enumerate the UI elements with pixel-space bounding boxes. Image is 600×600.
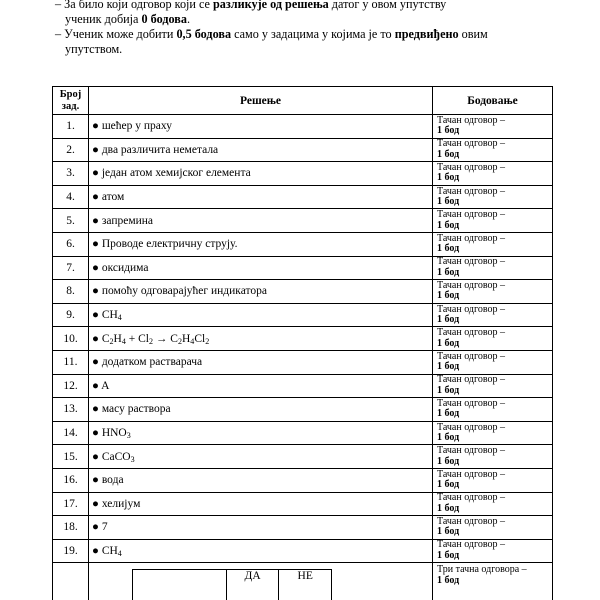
solution-cell: [89, 539, 433, 563]
formula-part: ● CH: [92, 544, 118, 557]
table-row: [53, 232, 553, 256]
answer-table: [52, 86, 553, 600]
table-row: [53, 374, 553, 398]
table-row: [53, 468, 553, 492]
solution-cell: ● масу раствора: [89, 398, 433, 422]
task-number: 18.: [53, 516, 89, 540]
text: датог у овом упутству: [328, 0, 447, 11]
table-row: [53, 327, 553, 351]
text: овим: [458, 27, 488, 41]
table-row: [53, 516, 553, 540]
solution-cell: ● два различита неметала: [89, 138, 433, 162]
score-cell: [433, 445, 553, 469]
score-label: Тачан одговор –: [437, 138, 506, 150]
task-number: 19.: [53, 539, 89, 563]
solution-cell: [89, 445, 433, 469]
task-number: 16.: [53, 468, 89, 492]
subscript: 4: [121, 336, 126, 346]
task-number: 7.: [53, 256, 89, 280]
table-row: [53, 303, 553, 327]
score-cell: [433, 280, 553, 304]
score-label: Тачан одговор –: [437, 468, 506, 480]
subscript: 4: [117, 313, 122, 323]
solution-cell: ● један атом хемијског елемента: [89, 162, 433, 186]
subscript: 3: [126, 431, 131, 441]
score-label: Тачан одговор –: [437, 279, 506, 291]
score-points: 1 бод: [437, 243, 460, 255]
score-points: 1 бод: [437, 337, 460, 349]
text: – Ученик може добити: [55, 27, 177, 41]
score-points: 1 бод: [437, 148, 460, 160]
instruction-line-2: [55, 12, 555, 27]
score-cell: [433, 374, 553, 398]
score-cell: [433, 327, 553, 351]
header-number: [53, 87, 89, 115]
score-label: Тачан одговор –: [437, 209, 506, 221]
table-row: [53, 492, 553, 516]
score-label: Тачан одговор –: [437, 327, 506, 339]
formula-part: H: [181, 332, 191, 345]
score-cell: [433, 516, 553, 540]
score-points: 1 бод: [437, 408, 460, 420]
score-label: Тачан одговор –: [437, 397, 506, 409]
solution-cell: ● помоћу одговарајућег индикатора: [89, 280, 433, 304]
formula-part: ● C: [92, 332, 110, 345]
task-number: 9.: [53, 303, 89, 327]
table-row: [53, 256, 553, 280]
score-label: Тачан одговор –: [437, 445, 506, 457]
emphasis: 0 бодова: [141, 12, 187, 26]
table-row: [53, 162, 553, 186]
subscript: 2: [109, 336, 114, 346]
score-points: 1 бод: [437, 574, 460, 586]
score-cell: [433, 350, 553, 374]
solution-cell: ● вода: [89, 468, 433, 492]
score-points: 1 бод: [437, 549, 460, 561]
solution-cell: [89, 421, 433, 445]
instruction-line-3: [55, 27, 555, 42]
solution-cell: ● оксидима: [89, 256, 433, 280]
score-points: 1 бод: [437, 290, 460, 302]
score-cell: [433, 209, 553, 233]
solution-cell: ● шећер у праху: [89, 115, 433, 139]
task-number: 17.: [53, 492, 89, 516]
solution-cell: [89, 303, 433, 327]
score-cell: [433, 232, 553, 256]
statement-header: [133, 570, 227, 600]
score-label: Тачан одговор –: [437, 256, 506, 268]
task-number: 10.: [53, 327, 89, 351]
formula-part: ● HNO: [92, 427, 127, 440]
task-number: 6.: [53, 232, 89, 256]
score-points: 1 бод: [437, 384, 460, 396]
score-points: 1 бод: [437, 196, 460, 208]
table-body: [53, 115, 553, 600]
score-cell: [433, 468, 553, 492]
score-points: 1 бод: [437, 479, 460, 491]
score-label: Тачан одговор –: [437, 374, 506, 386]
no-header: НЕ: [279, 570, 332, 600]
table-row: [53, 563, 553, 600]
score-cell: [433, 563, 553, 600]
instruction-line-4: упутством.: [65, 42, 123, 56]
score-cell: [433, 303, 553, 327]
yes-header: ДА: [226, 570, 279, 600]
score-points: 1 бод: [437, 526, 460, 538]
header-scoring: Бодовање: [433, 87, 553, 115]
instructions: [55, 0, 555, 57]
solution-cell: ● 7: [89, 516, 433, 540]
formula-part: Cl: [194, 332, 206, 345]
table-row: [53, 209, 553, 233]
task-number: 14.: [53, 421, 89, 445]
score-label: Тачан одговор –: [437, 161, 506, 173]
table-row: [53, 138, 553, 162]
table-row: [53, 421, 553, 445]
score-cell: [433, 115, 553, 139]
score-cell: [433, 256, 553, 280]
score-cell: [433, 539, 553, 563]
subscript: 4: [117, 548, 122, 558]
header-solution: Решење: [89, 87, 433, 115]
formula-part: + Cl: [125, 332, 149, 345]
score-cell: [433, 492, 553, 516]
score-cell: [433, 138, 553, 162]
task-number: 3.: [53, 162, 89, 186]
score-label: Три тачна одговора –: [437, 564, 527, 576]
solution-cell: [89, 563, 433, 600]
task-number: 8.: [53, 280, 89, 304]
formula-part: → C: [153, 332, 178, 345]
task-number: 2.: [53, 138, 89, 162]
subscript: 4: [190, 336, 195, 346]
subscript: 2: [177, 336, 182, 346]
formula-part: ● CaCO: [92, 450, 131, 463]
yes-no-header-row: [133, 570, 332, 600]
task-number: 1.: [53, 115, 89, 139]
task-number: 15.: [53, 445, 89, 469]
score-label: Тачан одговор –: [437, 515, 506, 527]
solution-cell: ● додатком растварача: [89, 350, 433, 374]
score-points: 1 бод: [437, 219, 460, 231]
subscript: 3: [130, 454, 135, 464]
solution-cell: ● запремина: [89, 209, 433, 233]
table-row: [53, 445, 553, 469]
solution-cell: ● A: [89, 374, 433, 398]
score-cell: [433, 185, 553, 209]
score-label: Тачан одговор –: [437, 303, 506, 315]
score-label: Тачан одговор –: [437, 421, 506, 433]
table-row: [53, 280, 553, 304]
text: – За било који одговор који се: [55, 0, 214, 11]
score-label: Тачан одговор –: [437, 114, 506, 126]
score-cell: [433, 398, 553, 422]
score-label: Тачан одговор –: [437, 185, 506, 197]
score-label: Тачан одговор –: [437, 492, 506, 504]
emphasis: разликује од решења: [213, 0, 329, 11]
score-points: 1 бод: [437, 455, 460, 467]
table-row: [53, 398, 553, 422]
score-points: 1 бод: [437, 502, 460, 514]
table-row: [53, 115, 553, 139]
score-points: 1 бод: [437, 432, 460, 444]
header-number-line2: зад.: [61, 100, 80, 112]
text: .: [186, 12, 191, 26]
header-number-line1: Број: [59, 88, 82, 100]
score-points: 1 бод: [437, 125, 460, 137]
task-number: 12.: [53, 374, 89, 398]
formula-part: ● CH: [92, 309, 118, 322]
solution-cell: ● атом: [89, 185, 433, 209]
task-number: 4.: [53, 185, 89, 209]
instruction-line-1: [55, 0, 555, 12]
emphasis: 0,5 бодова: [176, 27, 232, 41]
table-row: [53, 185, 553, 209]
task-number: 5.: [53, 209, 89, 233]
score-label: Тачан одговор –: [437, 232, 506, 244]
emphasis: предвиђено: [394, 27, 459, 41]
subscript: 2: [205, 336, 210, 346]
score-points: 1 бод: [437, 266, 460, 278]
text: ученик добија: [65, 12, 142, 26]
score-cell: [433, 421, 553, 445]
task-number: [53, 563, 89, 600]
table-row: [53, 539, 553, 563]
task-number: 11.: [53, 350, 89, 374]
formula-part: H: [113, 332, 122, 345]
solution-cell: [89, 327, 433, 351]
solution-cell: ● Проводе електричну струју.: [89, 232, 433, 256]
yes-no-table: [132, 569, 332, 600]
task-number: 13.: [53, 398, 89, 422]
score-points: 1 бод: [437, 361, 460, 373]
score-label: Тачан одговор –: [437, 539, 506, 551]
table-row: [53, 350, 553, 374]
score-label: Тачан одговор –: [437, 350, 506, 362]
score-points: 1 бод: [437, 314, 460, 326]
score-points: 1 бод: [437, 172, 460, 184]
text: само у задацима у којима је то: [231, 27, 395, 41]
score-cell: [433, 162, 553, 186]
subscript: 2: [148, 336, 154, 346]
table-header-row: [53, 87, 553, 115]
solution-cell: ● хелијум: [89, 492, 433, 516]
